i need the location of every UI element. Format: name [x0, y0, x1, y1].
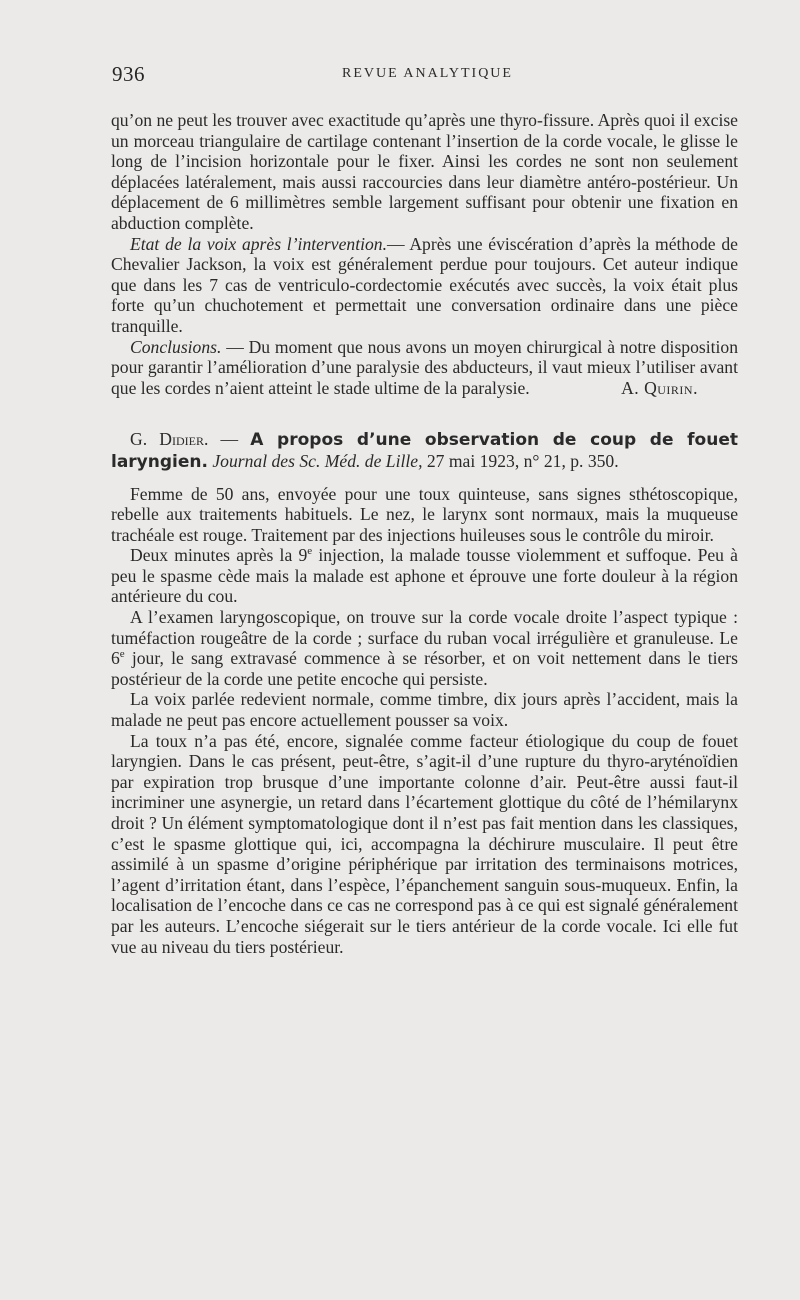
author-name: Didier. — [159, 429, 209, 450]
abstract-p2-text-b: injection, la malade tousse violemment et suffoque. Peu à peu le spasme cède mais la malade est aphone et éprouve une forte douleur à la région antérieure du cou. — [111, 545, 738, 607]
article-title: A propos d’une observation de coup de fouet laryngien. — [111, 430, 738, 472]
page-number: 936 — [112, 62, 145, 86]
conclusions-text: — Du moment que nous avons un moyen chirurgical à notre disposition pour garantir l’amélioration d’une paralysie des abducteurs, il vaut mieux l’utiliser avant que les cordes n’aient atteint le stade ultime de la paralysie. — [111, 336, 738, 398]
review-paragraph-voice — [111, 234, 738, 337]
abstract-p3-text-a: A l’examen laryngoscopique, on trouve sur la corde vocale droite l’aspect typique : tuméfaction rougeâtre de la corde ; surface du ruban vocal irrégulière et granuleuse. Le 6 — [111, 607, 738, 669]
abstract-paragraph-5: La toux n’a pas été, encore, signalée comme facteur étiologique du coup de fouet laryngien. Dans le cas présent, peut-être, s’agit-il d’une rupture du thyro-aryténoïdien par expiration trop brusque d’une importante colonne d’air. Peut-être aussi faut-il incriminer une asynergie, un retard dans l’écartement glottique du côté de l’hémilarynx droit ? Un élément symptomatologique dont il n’est pas fait mention dans les classiques, c’est le spasme glottique qui, ici, accompagna la déchirure musculaire. Il peut être assimilé à un spasme d’origine périphérique par irritation des terminaisons motrices, l’agent d’irritation étant, dans l’espèce, l’épanchement sanguin sous-muqueux. Enfin, la localisation de l’encoche dans ce cas ne correspond pas à ce qui est signalé généralement par les auteurs. L’encoche siégerait sur le tiers antérieur de la corde vocale. Ici elle fut vue au niveau du tiers postérieur. — [111, 730, 738, 957]
review-signature: A. Quirin. — [621, 377, 698, 398]
entry-dash: — — [208, 429, 251, 450]
abstract-p2-text-a: Deux minutes après la 9 — [130, 545, 308, 566]
section-heading-voice: Etat de la voix après l’intervention. — [130, 233, 387, 254]
page-body — [111, 110, 738, 957]
superscript: e — [307, 545, 313, 558]
abstract-paragraph-2 — [111, 545, 738, 607]
voice-text: — Après une éviscération d’après la méthode de Chevalier Jackson, la voix est généralement perdue pour toujours. Cet auteur indique que dans les 7 cas de ventriculo-cordectomie exécutés avec succès, la voix était plus forte qu’un chuchotement et permettait une conversation ordinaire dans une pièce tranquille. — [111, 233, 738, 336]
review-paragraph-conclusions — [111, 337, 738, 399]
bibliographic-entry — [111, 429, 738, 472]
abstract-p3-text-b: jour, le sang extravasé commence à se résorber, et on voit nettement dans le tiers postérieur de la corde une petite encoche qui persiste. — [111, 648, 738, 689]
abstract-paragraph-3 — [111, 607, 738, 689]
citation-details: 27 mai 1923, n° 21, p. 350. — [422, 450, 619, 471]
author-initial: G. — [130, 429, 148, 450]
review-paragraph-technique: qu’on ne peut les trouver avec exactitude qu’après une thyro-fissure. Après quoi il excise un morceau triangulaire de cartilage contenant l’insertion de la corde vocale, le glisse le long de l’incision horizontale pour le fixer. Ainsi les cordes ne sont non seulement déplacées latéralement, mais aussi raccourcies dans leur diamètre antéro-postérieur. Un déplacement de 6 millimètres semble largement suffisant pour obtenir une fixation en abduction complète. — [111, 110, 738, 233]
page-header — [112, 62, 737, 92]
section-heading-conclusions: Conclusions. — [130, 336, 222, 357]
abstract-paragraph-1: Femme de 50 ans, envoyée pour une toux quinteuse, sans signes sthétoscopique, rebelle aux traitements habituels. Le nez, le larynx sont normaux, mais la muqueuse trachéale est rouge. Traitement par des injections huileuses sous le contrôle du miroir. — [111, 483, 738, 545]
running-head: REVUE ANALYTIQUE — [342, 66, 513, 81]
journal-name: Journal des Sc. Méd. de Lille, — [212, 450, 423, 471]
superscript: e — [119, 648, 125, 661]
abstract-paragraph-4: La voix parlée redevient normale, comme timbre, dix jours après l’accident, mais la malade ne peut pas encore actuellement pousser sa voix. — [111, 689, 738, 731]
